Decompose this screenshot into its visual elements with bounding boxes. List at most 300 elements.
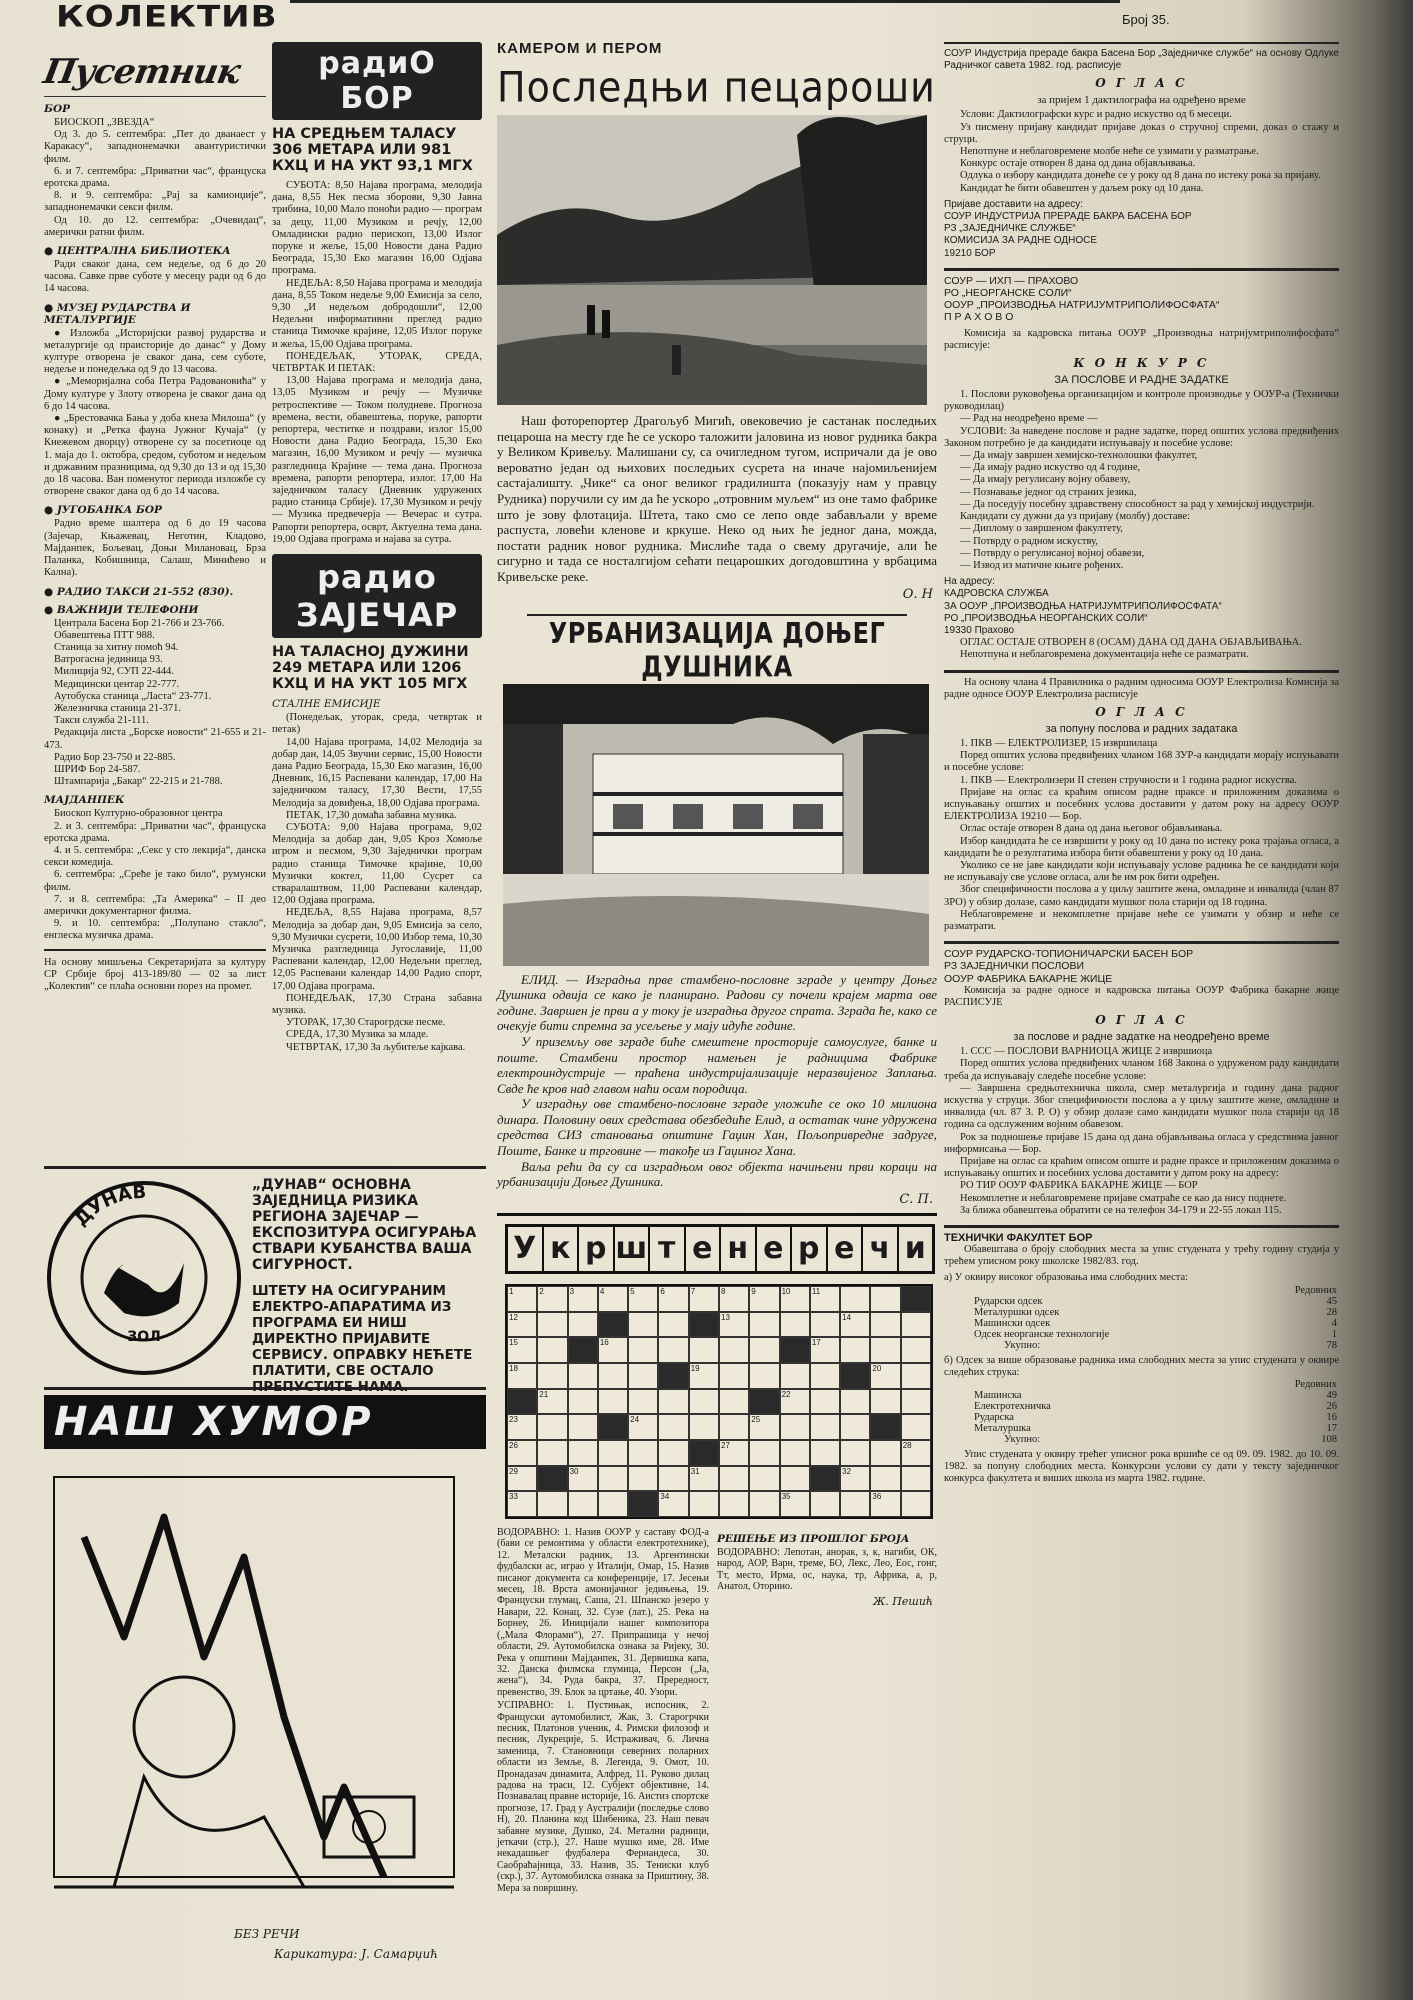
oglas3-intro: На основу члана 4 Правилника о радним односима ООУР Електролиза Комисија за радне односе ООУР Електролиза расписује	[944, 676, 1339, 700]
table-cell-value: 28	[1326, 1306, 1337, 1318]
ad-line: — Завршена средњотехничка школа, смер металургија и годину дана радног искуства у струци. Због специфичности послова а у циљу заштите жене, омладине и инвалида (чл. 87 З. Р. О) у обзир долазе само кандидати мушког пола старији од 18 година са одслуженим војним обавезом.	[944, 1082, 1339, 1131]
ad-line: — Познавање једног од страних језика,	[960, 486, 1137, 498]
crossword-cell-number: 14	[842, 1312, 852, 1322]
crossword-cell[interactable]	[719, 1491, 749, 1517]
crossword-cell[interactable]	[507, 1440, 537, 1466]
ad-line: Поред општих услова предвиђених чланом 168 Закона о удруженом раду кандидати треба да испуњавају следеће посебне услове:	[944, 1058, 1339, 1082]
oglas1-title: О Г Л А С	[1095, 76, 1188, 91]
schedule-paragraph: СРЕДА, 17,30 Музика за младе.	[286, 1029, 429, 1041]
crossword-cell[interactable]	[658, 1440, 688, 1466]
crossword-cell-number: 6	[660, 1286, 665, 1296]
radio-bor-logo: радиО БОР	[272, 42, 482, 120]
putokaz-line: ● „Меморијална соба Петра Радовановића“ у Дому културе у Злоту отворена је сваког дана од 6 до 14 часова.	[44, 376, 266, 412]
crossword-cell[interactable]	[719, 1466, 749, 1492]
crossword-cell[interactable]	[537, 1440, 567, 1466]
oglas3-body	[944, 738, 1339, 933]
dunav-seal-icon	[44, 1173, 244, 1383]
crossword-cell[interactable]	[537, 1337, 567, 1363]
crossword-title-letter: т	[650, 1227, 686, 1271]
svg-text:ДУНАВ: ДУНАВ	[70, 1181, 147, 1231]
kamerom-signature: О. Н	[902, 586, 933, 602]
crossword-cell[interactable]	[901, 1440, 931, 1466]
crossword-title-letter: е	[686, 1227, 722, 1271]
putokaz-line: Милиција 92, СУП 22-444.	[54, 666, 174, 678]
crossword-black-cell	[537, 1466, 567, 1492]
dunav-ad	[44, 1166, 486, 1395]
crossword-cell[interactable]	[780, 1286, 810, 1312]
ad-line: — Потврду о регулисаној војној обавези,	[960, 547, 1145, 559]
cartoon-caption: БЕЗ РЕЧИ	[234, 1927, 300, 1941]
crossword-cell-number: 36	[872, 1492, 882, 1502]
crossword-cell[interactable]	[628, 1414, 658, 1440]
building-photo-image	[503, 684, 929, 966]
crossword-cell-number: 35	[781, 1492, 791, 1502]
putokaz-section-head: ● ЦЕНТРАЛНА БИБЛИОТЕКА	[44, 245, 231, 258]
fishermen-photo-image	[497, 115, 927, 405]
oglas3-sub: за попуну послова и радних задатака	[1045, 722, 1238, 735]
putokaz-line: 6. и 7. септембра: „Приватни час“, француска еротска драма.	[44, 165, 266, 190]
crossword-cell[interactable]	[628, 1337, 658, 1363]
crossword-cell[interactable]	[901, 1414, 931, 1440]
crossword-cell[interactable]	[870, 1466, 900, 1492]
crossword-cell[interactable]	[749, 1286, 779, 1312]
top-rule	[290, 0, 1120, 3]
crossword-cell[interactable]	[840, 1491, 870, 1517]
crossword-cell-number: 10	[781, 1286, 791, 1296]
crossword-cell[interactable]	[810, 1389, 840, 1415]
putokaz-line: Медицински центар 22-777.	[54, 678, 180, 690]
crossword-cell[interactable]	[901, 1389, 931, 1415]
putokaz-line: ШРИФ Бор 24-587.	[54, 763, 141, 775]
issue-number: Број 35.	[1122, 12, 1170, 27]
table-cell-value: 1	[1331, 1328, 1337, 1340]
crossword-cell[interactable]	[749, 1337, 779, 1363]
crossword-title-letter: ш	[615, 1227, 651, 1271]
urbanizacija-paragraph: У приземљу ове зграде биће смештене просторије самоуслуге, банке и поште. Стамбени простор намењен је радницима Фабрике електроиндустрије — праћена индустријализације неразвијеног Заплања. Свде ће кров над главом наћи осам породица.	[497, 1033, 937, 1096]
crossword-cell[interactable]	[840, 1414, 870, 1440]
ad-line: Оглас остаје отворен 8 дана од дана његовог објављивања.	[960, 823, 1223, 835]
crossword-clues	[497, 1527, 937, 1894]
crossword-black-cell	[749, 1389, 779, 1415]
crossword-grid	[505, 1284, 933, 1519]
crossword-cell[interactable]	[901, 1312, 931, 1338]
table-cell-label: Металуршки одсек	[974, 1306, 1060, 1318]
crossword-cell[interactable]	[749, 1466, 779, 1492]
schedule-paragraph: СУБОТА: 9,00 Најава програма, 9,02 Мелодија за добар дан, 9,05 Кроз Хомоље игром и песмом, 9,30 Заједнички програм радио станица Тимочке крајине, 10,00 Музички коктел, 11,00 Сусрет са стваралаштвом, 11,00 Распевани календар, 12,00 Одјава програма.	[272, 821, 482, 907]
tehnicki-b-col: Редовних	[1294, 1379, 1337, 1391]
crossword-black-cell	[628, 1491, 658, 1517]
schedule-paragraph: УТОРАК, 17,30 Старогрдске песме.	[286, 1017, 446, 1029]
crossword-cell[interactable]	[568, 1312, 598, 1338]
crossword-cell[interactable]	[689, 1337, 719, 1363]
crossword-cell-number: 18	[509, 1363, 518, 1373]
ad-line: Због специфичности послова а у циљу заштите жена, омладине и инвалида (члан 87 ЗРО) у обзир долазе, само кандидати мушког пола старији од 18 година.	[944, 884, 1339, 908]
urbanizacija-title: УРБАНИЗАЦИЈА ДОЊЕГ ДУШНИКА	[548, 615, 886, 684]
crossword-cell[interactable]	[628, 1286, 658, 1312]
crossword-cell[interactable]	[658, 1491, 688, 1517]
crossword-cell[interactable]	[628, 1312, 658, 1338]
crossword-cell-number: 5	[630, 1286, 635, 1296]
putokaz-section-head: ● ЈУГОБАНКА БОР	[44, 504, 162, 517]
ad-line: ОГЛАС ОСТАЈЕ ОТВОРЕН 8 (ОСАМ) ДАНА ОД ДАНА ОБЈАВЉИВАЊА.	[960, 637, 1302, 649]
putokaz-line: 9. и 10. септембра: „Полупано стакло“, енглеска музичка драма.	[44, 918, 266, 942]
ad-line: Пријаве на оглас са краћим описом радне праксе и приложеним доказима о испуњавању општих и посебних услова доставити у датом року на адресу ООУР ЕЛЕКТРОЛИЗА 19210 — Бор.	[944, 786, 1339, 823]
ad-line: — Да имају завршен хемијско-технолошки факултет,	[960, 450, 1198, 462]
urbanizacija-paragraph: У изградњу ове стамбено-пословне зграде уложиће се око 10 милиона динара. Половину ових средстава обезбедиће Елид, а остатак чине удружена средства СИЗ становања општине Гаџин Хан, Пољопривредне задруге, Поште, Банке и трговине — такође из Гаџиног Хана.	[497, 1096, 937, 1159]
table-cell-label: Електротехничка	[974, 1401, 1051, 1413]
ad-line: — Да поседују посебну здравствену способност за рад у хемијској индустрији.	[960, 498, 1315, 510]
ad-line: Избор кандидата ће се извршити у року од 10 дана по истеку рока трајања огласа, а кандидати ће о резултатима избора бити обавештени у року од 10 дана.	[944, 835, 1339, 859]
schedule-paragraph: НЕДЕЉА, 8,55 Најава програма, 8,57 Мелодија за добар дан, 9,05 Емисија за село, 9,30 Музички сусрети, 10,00 Избор тема, 10,30 Музичка разгледница Југославије, 11,00 Распевани календар, 12,00 Недељни преглед, 12,05 Распевани календар 14,00 Радио спорт, 17,00 Одјава програма.	[272, 907, 482, 992]
crossword-cell[interactable]	[870, 1389, 900, 1415]
crossword-cell[interactable]	[901, 1466, 931, 1492]
ad-line: Поред општих услова предвиђених чланом 168 ЗУР-а кандидати морају испуњавати и посебне услове:	[944, 750, 1339, 774]
crossword-cell[interactable]	[840, 1440, 870, 1466]
ad-line: Кандидати су дужни да уз пријаву (молбу) доставе:	[960, 511, 1191, 523]
ad-line: — Да имају регулисану војну обавезу,	[960, 474, 1131, 486]
ad-line: РО ТИР ООУР ФАБРИКА БАКАРНЕ ЖИЦЕ — БОР	[960, 1180, 1198, 1192]
crossword-cell-number: 20	[872, 1363, 882, 1373]
ad-line: Неблаговремене и некомплетне пријаве неће се узимати у обзир и неће се разматрати.	[944, 908, 1339, 932]
putokaz-line: ● Изложба „Историјски развој рударства и металургије од праисторије до данас“ у Дому културе отворена је сваког дана, сем суботе, недеље и понедељка од 9 до 13 часова.	[44, 327, 266, 376]
solution-signature: Ж. Пешић	[872, 1594, 933, 1608]
crossword-cell[interactable]	[870, 1286, 900, 1312]
crossword-cell[interactable]	[749, 1491, 779, 1517]
putokaz-line: Радио Бор 23-750 и 22-885.	[54, 751, 176, 763]
crossword-title-letter: р	[792, 1227, 828, 1271]
crossword-cell[interactable]	[719, 1440, 749, 1466]
crossword-cell[interactable]	[870, 1312, 900, 1338]
crossword-cell[interactable]	[810, 1286, 840, 1312]
crossword-cell[interactable]	[719, 1286, 749, 1312]
svg-text:ЗОЛ: ЗОЛ	[127, 1329, 161, 1345]
crossword-title-letter: ч	[863, 1227, 899, 1271]
cartoon-drawing-icon	[44, 1457, 486, 1927]
crossword-cell[interactable]	[749, 1363, 779, 1389]
putokaz-line: Штампарија „Бакар“ 22-215 и 21-788.	[54, 776, 223, 788]
crossword-cell[interactable]	[719, 1337, 749, 1363]
radio-zajecar-headline: НА ТАЛАСНОЈ ДУЖИНИ 249 МЕТАРА ИЛИ 1206 КХЦ И НА УКТ 105 МГХ	[272, 644, 469, 693]
ad-line: Услови: Дактилографски курс и радно искуство од 6 месеци.	[960, 109, 1232, 121]
tehnicki-a-col: Редовних	[1294, 1284, 1337, 1296]
crossword-cell[interactable]	[537, 1414, 567, 1440]
crossword-cell-number: 33	[509, 1492, 518, 1502]
crossword-cell[interactable]	[810, 1491, 840, 1517]
crossword-cell[interactable]	[719, 1414, 749, 1440]
ads-column	[944, 42, 1339, 1486]
ad-line: Уз писмену пријаву кандидат пријаве доказ о стручној спреми, доказ о стажу и струци.	[944, 121, 1339, 145]
crossword-cell[interactable]	[628, 1440, 658, 1466]
crossword-cell[interactable]	[840, 1312, 870, 1338]
crossword-cell[interactable]	[810, 1363, 840, 1389]
crossword-cell[interactable]	[658, 1389, 688, 1415]
putokaz-section-head: БОР	[44, 103, 71, 115]
crossword-cell[interactable]	[507, 1414, 537, 1440]
ad-line: — Потврду о радном искуству,	[960, 535, 1098, 547]
ad-line: — Извод из матичне књиге рођених.	[960, 559, 1124, 571]
crossword-black-cell	[810, 1466, 840, 1492]
crossword-cell[interactable]	[537, 1389, 567, 1415]
radio-column	[272, 42, 482, 1054]
crossword-cell[interactable]	[901, 1491, 931, 1517]
crossword-cell-number: 27	[721, 1440, 730, 1450]
crossword-down: УСПРАВНО: 1. Пустињак, испосник, 2. Француски аутомобилист, Жак, 3. Старогрчки песник, Платонов ученик, 4. Римски филозоф и песник, Лукреције, 5. Истраживач, 6. Лична заменица, 7. Становници северних поларних области из Земље, 8. Легенда, 9. Омот, 10. Пронадазач динамита, Алфред, 11. Руково дилац радова на траси, 12. Субјект објективне, 14. Познавалац правне историје, 16. Аистиз спортске прогнозе, 17. Град у Аустралији (последње слово Н), 20. Планина код Шибеника, 23. Наш певач забавне музике, Душко, 24. Метални радници, јеткачи (стр.), 27. Наше мушко име, 28. Име некадашњег фудбалера Фернандеса, 30. Саобраћајница, 33. Назив, 35. Тениски клуб (скр.), 37. Аутомобилска ознака за Приштину, 38. Мера за површину.	[497, 1700, 709, 1894]
table-cell-label: Одсек неорганске технологије	[974, 1328, 1110, 1340]
crossword-cell-number: 25	[751, 1415, 761, 1425]
crossword-cell[interactable]	[810, 1440, 840, 1466]
crossword-cell-number: 13	[721, 1312, 730, 1322]
oglas3-title: О Г Л А С	[1095, 704, 1188, 719]
crossword-cell[interactable]	[537, 1286, 567, 1312]
putokaz-section-head: МАЈДАНПЕК	[44, 794, 125, 807]
crossword-cell-number: 26	[509, 1440, 518, 1450]
crossword-cell[interactable]	[598, 1337, 628, 1363]
crossword-title-letter: е	[757, 1227, 793, 1271]
ad-line: Кандидат ће бити обавештен у даљем року од 10 дана.	[960, 182, 1204, 194]
crossword-cell[interactable]	[568, 1466, 598, 1492]
crossword-cell[interactable]	[568, 1389, 598, 1415]
fishermen-photo	[497, 115, 927, 405]
crossword-title-letter: р	[579, 1227, 615, 1271]
tehnicki-intro: Обавештава о броју слободних места за упис студената у трећу годину студија у трећем уписном року школске 1982/83. год.	[944, 1244, 1339, 1268]
cartoon-credit: Карикатура: Ј. Самарџић	[274, 1947, 438, 1961]
ad-line: Рок за подношење пријаве 15 дана од дана објављивања огласа у средствима јавног информисања — Бор.	[944, 1131, 1339, 1155]
oglas2-title: К О Н К У Р С	[1073, 356, 1210, 371]
crossword-cell[interactable]	[780, 1414, 810, 1440]
crossword-cell[interactable]	[780, 1312, 810, 1338]
crossword-cell[interactable]	[870, 1363, 900, 1389]
putokaz-line: 2. и 3. септембра: „Приватни час“, француска еротска драма.	[44, 820, 266, 844]
crossword-black-cell	[901, 1286, 931, 1312]
crossword-cell[interactable]	[658, 1286, 688, 1312]
crossword-cell[interactable]	[780, 1491, 810, 1517]
crossword-cell[interactable]	[780, 1466, 810, 1492]
tehnicki-a-total-label: Укупно:	[1004, 1339, 1041, 1351]
crossword-cell-number: 30	[569, 1466, 579, 1476]
tehnicki-a-head: а) У оквиру високог образовања има слободних места:	[944, 1272, 1189, 1284]
crossword-cell[interactable]	[840, 1286, 870, 1312]
kamerom-text: Наш фоторепортер Драгољуб Мигић, овековечио је састанак последњих пецароша на месту где ће се ускоро таложити јаловина из новог рудника бакра у Великом Кривељу. Малишани су, са очигледном тугом, испричали да је ово вероватно један од њихових последњих сусрета на иначе најомиљенијем састајалишту. „Чике“ са оног великог градилишта (показују нам у правцу Рудника) поручили су им да ће ускоро „отровним муљем“ из оне тамо фабрике што је зову флотација. Штета, тако смо се лепо овде забављали у време распуста, ловећи кленове и кркуше. Неко од њих ће једног дана, можда, постати радник новог рудника. Мислиће тада о свему другачије, али ће сигурно и тада се носталгијом сећати пецарошких догодовштина у врбацима Кривељске реке.	[497, 413, 937, 584]
table-cell-label: Рударска	[974, 1412, 1014, 1424]
crossword-cell-number: 12	[509, 1312, 518, 1322]
radio-zajecar-logo: радио ЗАЈЕЧАР	[272, 554, 482, 638]
crossword-cell[interactable]	[598, 1466, 628, 1492]
crossword-cell[interactable]	[749, 1312, 779, 1338]
oglas4-title: О Г Л А С	[1095, 1013, 1188, 1028]
crossword-cell[interactable]	[628, 1389, 658, 1415]
crossword-black-cell	[598, 1414, 628, 1440]
crossword-cell-number: 16	[599, 1338, 609, 1348]
crossword-cell-number: 4	[599, 1286, 605, 1296]
tehnicki-footer: Упис студената у оквиру трећег уписног рока вршиће се од 09. 09. 1982. до 10. 09. 1982. за попуну слободних места. Конкурсни услови су дати у тексту заједничког конкурса факултета и виших школа из марта 1982. године.	[944, 1449, 1339, 1485]
crossword-cell[interactable]	[689, 1491, 719, 1517]
crossword-black-cell	[840, 1363, 870, 1389]
crossword-cell-number: 7	[690, 1286, 696, 1296]
crossword-cell-number: 23	[509, 1415, 518, 1425]
crossword-cell[interactable]	[568, 1440, 598, 1466]
crossword-black-cell	[870, 1414, 900, 1440]
crossword-cell[interactable]	[628, 1363, 658, 1389]
crossword-cell[interactable]	[568, 1414, 598, 1440]
putokaz-line: 6. септембра: „Среће је тако било“, румунски филм.	[44, 869, 266, 893]
crossword-across: ВОДОРАВНО: 1. Назив ООУР у саставу ФОД-а (бави се ремонтима у области електротехнике), 12. Металски радник, 13. Аргентински фудбалски ас, играо у Италији, Омар, 15. Назив писаног документа са конференције, 17. Јесењи месец, 18. Врста амонијачног једињења, 19. Француски глумац, Саша, 21. Шпанско језеро у Навари, 22. Конац, 32. Сузе (лат.), 25. Река на Борнеу, 26. Иницијали нашег композитора („Мала Флорами“), 27. Припрашица у нечој области, 29. Аутомобилска ознака за Ријеку, 30. Река у општини Мајданпек, 31. Дервишка капа, 32. Данска филмска глумица, Персон („Ја, жена“), 34. Руда бакра, 37. Прередност, превенство, 39. Блок за цртање, 40. Узори.	[497, 1527, 709, 1698]
crossword-black-cell	[658, 1363, 688, 1389]
crossword-cell[interactable]	[598, 1286, 628, 1312]
putokaz-line: Ради сваког дана, сем недеље, од 6 до 20 часова. Савке прве суботе у месецу ради од 6 до 14 часова.	[44, 259, 266, 295]
crossword-cell[interactable]	[840, 1466, 870, 1492]
crossword-cell[interactable]	[689, 1389, 719, 1415]
dunav-main: „ДУНАВ“ ОСНОВНА ЗАЈЕДНИЦА РИЗИКА РЕГИОНА ЗАЈЕЧАР — ЕКСПОЗИТУРА ОСИГУРАЊА СТВАРИ КУБАНСТВА ВАША СИГУРНОСТ.	[252, 1177, 477, 1273]
crossword-title	[505, 1224, 935, 1274]
crossword-cell[interactable]	[719, 1389, 749, 1415]
crossword-cell[interactable]	[840, 1389, 870, 1415]
crossword-cell[interactable]	[689, 1414, 719, 1440]
putokaz-line: 7. и 8. септембра: „Та Америка“ – II део амерички документарног филма.	[44, 893, 266, 917]
crossword-cell[interactable]	[870, 1440, 900, 1466]
crossword-cell[interactable]	[689, 1363, 719, 1389]
crossword-cell[interactable]	[598, 1440, 628, 1466]
crossword-cell[interactable]	[507, 1337, 537, 1363]
crossword-cell[interactable]	[749, 1414, 779, 1440]
putokaz-line: БИОСКОП „ЗВЕЗДА“	[54, 117, 155, 128]
oglas2-footer	[944, 637, 1339, 661]
crossword-cell[interactable]	[658, 1466, 688, 1492]
crossword-cell[interactable]	[901, 1363, 931, 1389]
tehnicki-b-head: б) Одсек за више образовање радника има слободних места за упис студената у оквире следећих струка:	[944, 1354, 1339, 1378]
crossword-cell[interactable]	[537, 1491, 567, 1517]
table-cell-label: Рударски одсек	[974, 1295, 1043, 1307]
ad-line: Одлука о избору кандидата донеће се у року од 8 дана по истеку рока за пријаву.	[960, 170, 1321, 182]
crossword-cell[interactable]	[780, 1440, 810, 1466]
oglas4-body	[944, 1046, 1339, 1217]
crossword-cell[interactable]	[780, 1389, 810, 1415]
cartoon	[44, 1395, 486, 1965]
crossword-cell-number: 24	[630, 1415, 640, 1425]
ad-line: За ближа обавештења обратити се на телефон 34-179 и 22-55 локал 115.	[960, 1204, 1282, 1216]
radio-zajecar-subhead: СТАЛНЕ ЕМИСИЈЕ	[272, 698, 381, 711]
crossword-cell[interactable]	[598, 1491, 628, 1517]
putokaz-sections	[44, 103, 266, 943]
crossword-cell[interactable]	[870, 1491, 900, 1517]
crossword-cell-number: 21	[539, 1389, 549, 1399]
divider	[527, 614, 907, 616]
putokaz-line: Ватрогасна јединица 93.	[54, 654, 163, 666]
crossword-cell[interactable]	[537, 1363, 567, 1389]
crossword-cell[interactable]	[507, 1312, 537, 1338]
oglas4-intro: Комисија за радне односе и кадровска питања ООУР Фабрика бакарне жице РАСПИСУЈЕ	[944, 984, 1339, 1008]
crossword-cell[interactable]	[598, 1389, 628, 1415]
ad-line: — Да имају радно искуство од 4 године,	[960, 462, 1141, 474]
table-cell-value: 49	[1326, 1390, 1337, 1402]
crossword-cell[interactable]	[658, 1337, 688, 1363]
oglas1-address: Пријаве доставити на адресу: СОУР ИНДУСТРИЈА ПРЕРАДЕ БАКРА БАСЕНА БОР РЗ „ЗАЈЕДНИЧКЕ СЛУЖБЕ“ КОМИСИЈА ЗА РАДНЕ ОДНОСЕ 19210 БОР	[944, 198, 1192, 259]
schedule-paragraph: 13,00 Најава програма и мелодија дана, 13,05 Музиком и речју — Музичке ретроспективе — Током полудневе. Прогноза времена, вести, обавештења, поруке, рапорти репортера, честитке и поздрави, излог 15,00 Новости дана Радио Београда, 15,30 Еко магазин, 16,00 Музиком и речју — музичка разгледница Крајине — тема дана. Прогноза времена, рапорти репортера, излог. 17,00 На заједничком таласу (Дневник удружених радио станица Србије). 17,30 Музиком и речју — Музика предвечерја — Вечерас и сутра. Рапорти репортера, осврт, Актуелна тема дана. 19,00 Одјава програма и најава за сутра.	[272, 375, 482, 545]
oglas2-intro: Комисија за кадровска питања ООУР „Производња натријумтриполифосфата“ расписује:	[944, 327, 1339, 351]
ad-line: Некомплетне и неблаговремене пријаве сматраће се као да нису поднете.	[960, 1192, 1287, 1204]
crossword-cell[interactable]	[689, 1286, 719, 1312]
solution-head: РЕШЕЊЕ ИЗ ПРОШЛОГ БРОЈА	[717, 1533, 910, 1546]
crossword-cell[interactable]	[810, 1337, 840, 1363]
crossword-cell[interactable]	[507, 1466, 537, 1492]
crossword-cell[interactable]	[810, 1414, 840, 1440]
putokaz-column	[40, 52, 266, 993]
crossword-cell-number: 19	[690, 1363, 700, 1373]
masthead-title: КОЛЕКТИВ	[56, 0, 278, 34]
crossword-cell[interactable]	[537, 1312, 567, 1338]
crossword-cell-number: 34	[660, 1492, 670, 1502]
tehnicki-b-total-value: 108	[1321, 1434, 1337, 1446]
crossword-cell[interactable]	[507, 1363, 537, 1389]
crossword-cell[interactable]	[568, 1363, 598, 1389]
crossword-black-cell	[507, 1389, 537, 1415]
ad-line: 1. ССС — ПОСЛОВИ ВАРНИОЦА ЖИЦЕ 2 извршиоца	[960, 1046, 1213, 1058]
crossword-cell[interactable]	[507, 1286, 537, 1312]
crossword-cell[interactable]	[901, 1337, 931, 1363]
table-row	[944, 1296, 1339, 1307]
putokaz-line: Обавештења ПТТ 988.	[54, 629, 155, 641]
oglas2-sub: ЗА ПОСЛОВЕ И РАДНЕ ЗАДАТКЕ	[1054, 374, 1229, 387]
crossword-cell[interactable]	[658, 1414, 688, 1440]
kamerom-title: Последњи пецароши	[497, 62, 936, 112]
oglas4-sub: за послове и радне задатке на неодређено време	[1013, 1031, 1270, 1044]
crossword-cell[interactable]	[719, 1363, 749, 1389]
putokaz-line: 8. и 9. септембра: „Рај за камионџије“, западнонемачки секси филм.	[44, 190, 266, 214]
table-cell-value: 17	[1326, 1423, 1337, 1435]
crossword-cell[interactable]	[507, 1491, 537, 1517]
crossword-cell[interactable]	[568, 1491, 598, 1517]
crossword-cell-number: 17	[811, 1338, 821, 1348]
crossword-cell[interactable]	[658, 1312, 688, 1338]
crossword-cell[interactable]	[689, 1466, 719, 1492]
crossword-cell[interactable]	[598, 1363, 628, 1389]
crossword-cell-number: 28	[902, 1440, 912, 1450]
crossword-cell[interactable]	[628, 1466, 658, 1492]
crossword-cell[interactable]	[840, 1337, 870, 1363]
crossword-black-cell	[598, 1312, 628, 1338]
crossword-cell-number: 11	[811, 1286, 821, 1296]
tehnicki-b-table	[944, 1379, 1339, 1445]
putokaz-line: Од 3. до 5. септембра: „Пет до дванаест у Каракасу“, западнонемачки авантуристички филм.	[44, 129, 266, 165]
oglas2-head: СОУР — ИХП — ПРАХОВО РО „НЕОРГАНСКЕ СОЛИ“ ООУР „ПРОИЗВОДЊА НАТРИЈУМТРИПОЛИФОСФАТА“ П Р А Х О В О	[944, 274, 1220, 324]
crossword-title-letter: и	[904, 1230, 926, 1266]
table-row	[944, 1329, 1339, 1340]
putokaz-line: Централа Басена Бор 21-766 и 23-766.	[54, 617, 225, 629]
crossword-cell[interactable]	[749, 1440, 779, 1466]
table-row	[944, 1412, 1339, 1423]
building-photo	[503, 684, 929, 966]
putokaz-line: Такси служба 21-111.	[54, 715, 149, 727]
putokaz-line: Радно време шалтера од 6 до 19 часова (Зајечар, Књажевац, Неготин, Кладово, Мајданпек, Бољевац, Доњи Милановац, Брза Паланка, Кобишница, Салаш, Минићево и Кална).	[44, 518, 266, 579]
putokaz-line: Биоскоп Културно-образовног центра	[54, 808, 223, 820]
crossword-cell-number: 31	[690, 1466, 700, 1476]
crossword-black-cell	[689, 1440, 719, 1466]
crossword-black-cell	[780, 1337, 810, 1363]
crossword-black-cell	[689, 1312, 719, 1338]
crossword-cell[interactable]	[719, 1312, 749, 1338]
crossword-cell[interactable]	[568, 1286, 598, 1312]
putokaz-line: 4. и 5. септембра: „Секс у сто лекција“, данска секси комедија.	[44, 844, 266, 869]
crossword-cell[interactable]	[780, 1363, 810, 1389]
putokaz-title: Пусетник	[40, 52, 243, 92]
crossword-cell-number: 9	[751, 1286, 756, 1296]
table-cell-value: 4	[1331, 1317, 1337, 1329]
putokaz-section-head: ● РАДИО ТАКСИ 21-552 (830).	[44, 585, 234, 598]
crossword-cell[interactable]	[870, 1337, 900, 1363]
table-row	[944, 1390, 1339, 1401]
crossword-title-letter: У	[508, 1227, 544, 1271]
crossword-cell[interactable]	[810, 1312, 840, 1338]
ad-line: Непотпуне и неблаговремене молбе неће се узимати у разматрање.	[960, 146, 1259, 158]
